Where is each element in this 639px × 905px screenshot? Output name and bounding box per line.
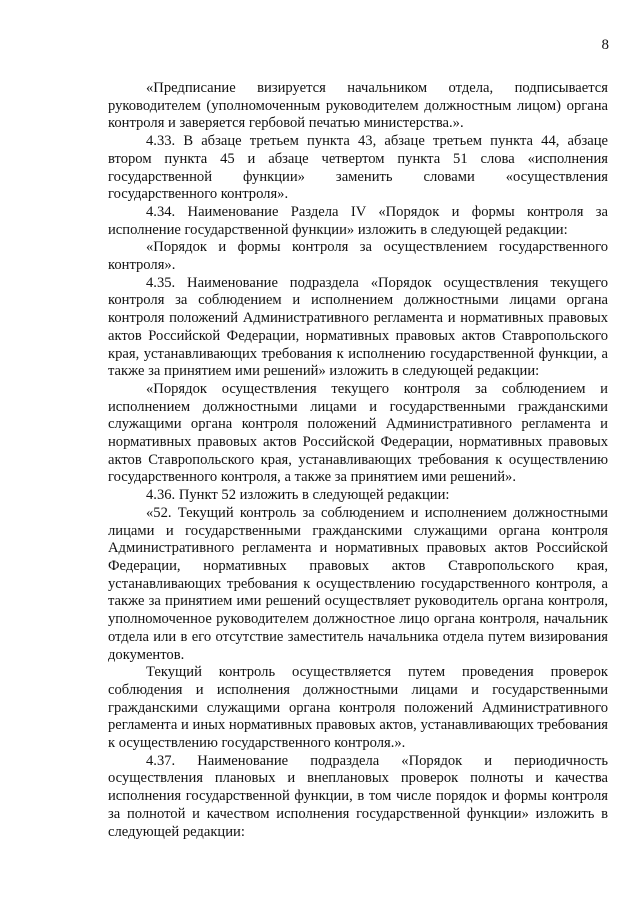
paragraph: «Предписание визируется начальником отдела, подписывается руководителем (уполномоченным руководителем должностным лицом) органа контроля и заверяется гербовой печатью министерства.». — [108, 80, 608, 132]
paragraph: «Порядок и формы контроля за осуществлением государственного контроля». — [108, 239, 608, 274]
paragraph: «52. Текущий контроль за соблюдением и исполнением должностными лицами и государственными гражданскими служащими органа контроля Административного регламента и нормативных правовых актов Российской Федерации, нормативных правовых актов Ставропольского края, устанавливающих требования к осуществлению государственного контроля, а также за принятием ими решений осуществляет руководитель органа контроля, уполномоченное руководителем должностное лицо органа контроля, начальник отдела или в его отсутствие заместитель начальника отдела путем визирования документов. — [108, 504, 608, 663]
document-body — [108, 80, 608, 841]
paragraph: 4.35. Наименование подраздела «Порядок осуществления текущего контроля за соблюдением и исполнением должностными лицами органа контроля положений Административного регламента и нормативных правовых актов Российской Федерации, нормативных правовых актов Ставропольского края, устанавливающих требования к исполнению государственной функции, а также за принятием ими решений» изложить в следующей редакции: — [108, 274, 608, 380]
page-number: 8 — [601, 37, 609, 53]
paragraph: 4.34. Наименование Раздела IV «Порядок и формы контроля за исполнение государственной функции» изложить в следующей редакции: — [108, 203, 608, 238]
paragraph: 4.36. Пункт 52 изложить в следующей редакции: — [146, 487, 450, 504]
paragraph: 4.37. Наименование подраздела «Порядок и периодичность осуществления плановых и внеплановых проверок полноты и качества исполнения государственной функции, в том числе порядок и формы контроля за полнотой и качеством исполнения государственной функции» изложить в следующей редакции: — [108, 752, 608, 840]
paragraph: Текущий контроль осуществляется путем проведения проверок соблюдения и исполнения должностными лицами и государственными гражданскими служащими органа контроля положений Административного регламента и иных нормативных правовых актов, устанавливающих требования к осуществлению государственного контроля.». — [108, 664, 608, 752]
paragraph: «Порядок осуществления текущего контроля за соблюдением и исполнением должностными лицами и государственными гражданскими служащими органа контроля положений Административного регламента и нормативных правовых актов Российской Федерации, нормативных правовых актов Ставропольского края, устанавливающих требования к осуществлению государственного контроля, а также за принятием ими решений». — [108, 380, 608, 486]
paragraph: 4.33. В абзаце третьем пункта 43, абзаце третьем пункта 44, абзаце втором пункта 45 и абзаце четвертом пункта 51 слова «исполнения государственной функции» заменить словами «осуществления государственного контроля». — [108, 133, 608, 203]
